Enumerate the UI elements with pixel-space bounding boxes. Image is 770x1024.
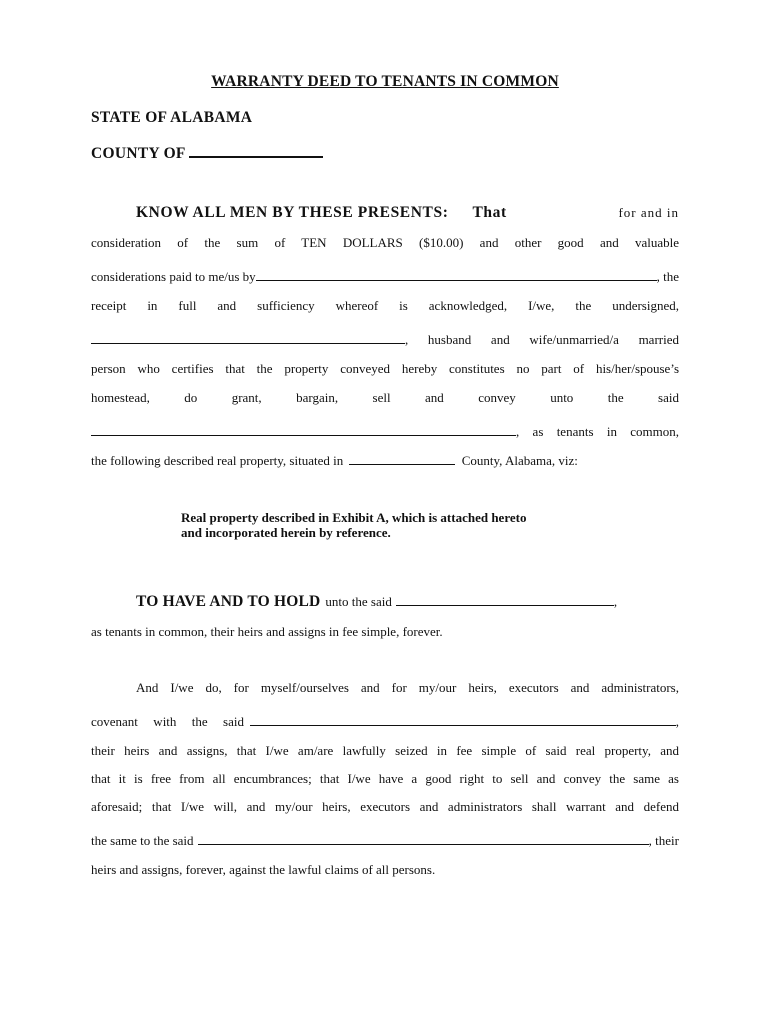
habendum-grantee-blank[interactable]: [396, 593, 614, 606]
unto-the-said: unto the said: [325, 594, 392, 609]
presents-line-1: [136, 204, 679, 222]
county-alabama-text: County, Alabama, viz:: [461, 453, 578, 468]
paid-by-end: , the: [656, 269, 679, 284]
presents-line-2: consideration of the sum of TEN DOLLARS ($10.00) and other good and valuable: [91, 235, 679, 250]
presents-line-8: [91, 423, 679, 441]
county-label: COUNTY OF: [91, 145, 186, 162]
grantee-blank[interactable]: [91, 423, 516, 436]
same-to-said-label: the same to the said: [91, 833, 194, 848]
their-text: , their: [648, 833, 679, 848]
that-word: That: [472, 204, 507, 221]
exhibit-line-1: Real property described in Exhibit A, which is attached hereto: [181, 510, 527, 525]
presents-line-6: person who certifies that the property conveyed hereby constitutes no part of his/her/spouse’s: [91, 361, 679, 376]
covenant-line-2: [91, 713, 679, 731]
covenant-line-3: their heirs and assigns, that I/we am/are lawfully seized in fee simple of said real property, and: [91, 743, 679, 758]
covenant-comma: ,: [675, 714, 679, 729]
county-line: [91, 144, 323, 163]
covenant-line-6: [91, 832, 679, 850]
know-all-men: KNOW ALL MEN BY THESE PRESENTS:: [136, 204, 449, 221]
habendum-line-2: as tenants in common, their heirs and assigns in fee simple, forever.: [91, 624, 443, 639]
presents-line-4: receipt in full and sufficiency whereof is acknowledged, I/we, the undersigned,: [91, 298, 679, 313]
covenant-line-4: that it is free from all encumbrances; that I/we have a good right to sell and convey the same as: [91, 771, 679, 786]
marital-status-text: , husband and wife/unmarried/a married: [405, 332, 679, 347]
covenant-line-7: heirs and assigns, forever, against the lawful claims of all persons.: [91, 862, 436, 877]
property-county-blank[interactable]: [349, 452, 455, 465]
county-blank[interactable]: [189, 144, 323, 158]
habendum-comma: ,: [613, 594, 618, 609]
presents-line-5: [91, 331, 679, 349]
defend-grantee-blank[interactable]: [198, 832, 649, 845]
presents-line-1-rest: for and in: [618, 205, 679, 220]
exhibit-line-2: and incorporated herein by reference.: [181, 525, 391, 540]
habendum-line-1: [136, 593, 669, 611]
paid-by-label: considerations paid to me/us by: [91, 269, 256, 284]
presents-line-9: [91, 452, 679, 470]
presents-line-3: [91, 268, 679, 286]
undersigned-blank[interactable]: [91, 331, 405, 344]
state-line: STATE OF ALABAMA: [91, 109, 253, 126]
covenant-line-1: And I/we do, for myself/ourselves and for my/our heirs, executors and administrators,: [136, 680, 679, 695]
covenant-line-5: aforesaid; that I/we will, and my/our heirs, executors and administrators shall warrant and defend: [91, 799, 679, 814]
grantor-blank[interactable]: [256, 268, 657, 281]
document-title: WARRANTY DEED TO TENANTS IN COMMON: [211, 73, 559, 90]
covenant-with-label: covenant with the said: [91, 714, 244, 729]
exhibit-reference: [181, 510, 621, 540]
covenant-grantee-blank[interactable]: [250, 713, 676, 726]
situated-in-label: the following described real property, situated in: [91, 453, 344, 468]
tenants-in-common-text: , as tenants in common,: [516, 424, 679, 439]
to-have-and-to-hold: TO HAVE AND TO HOLD: [136, 593, 321, 610]
presents-line-7: homestead, do grant, bargain, sell and convey unto the said: [91, 390, 679, 405]
